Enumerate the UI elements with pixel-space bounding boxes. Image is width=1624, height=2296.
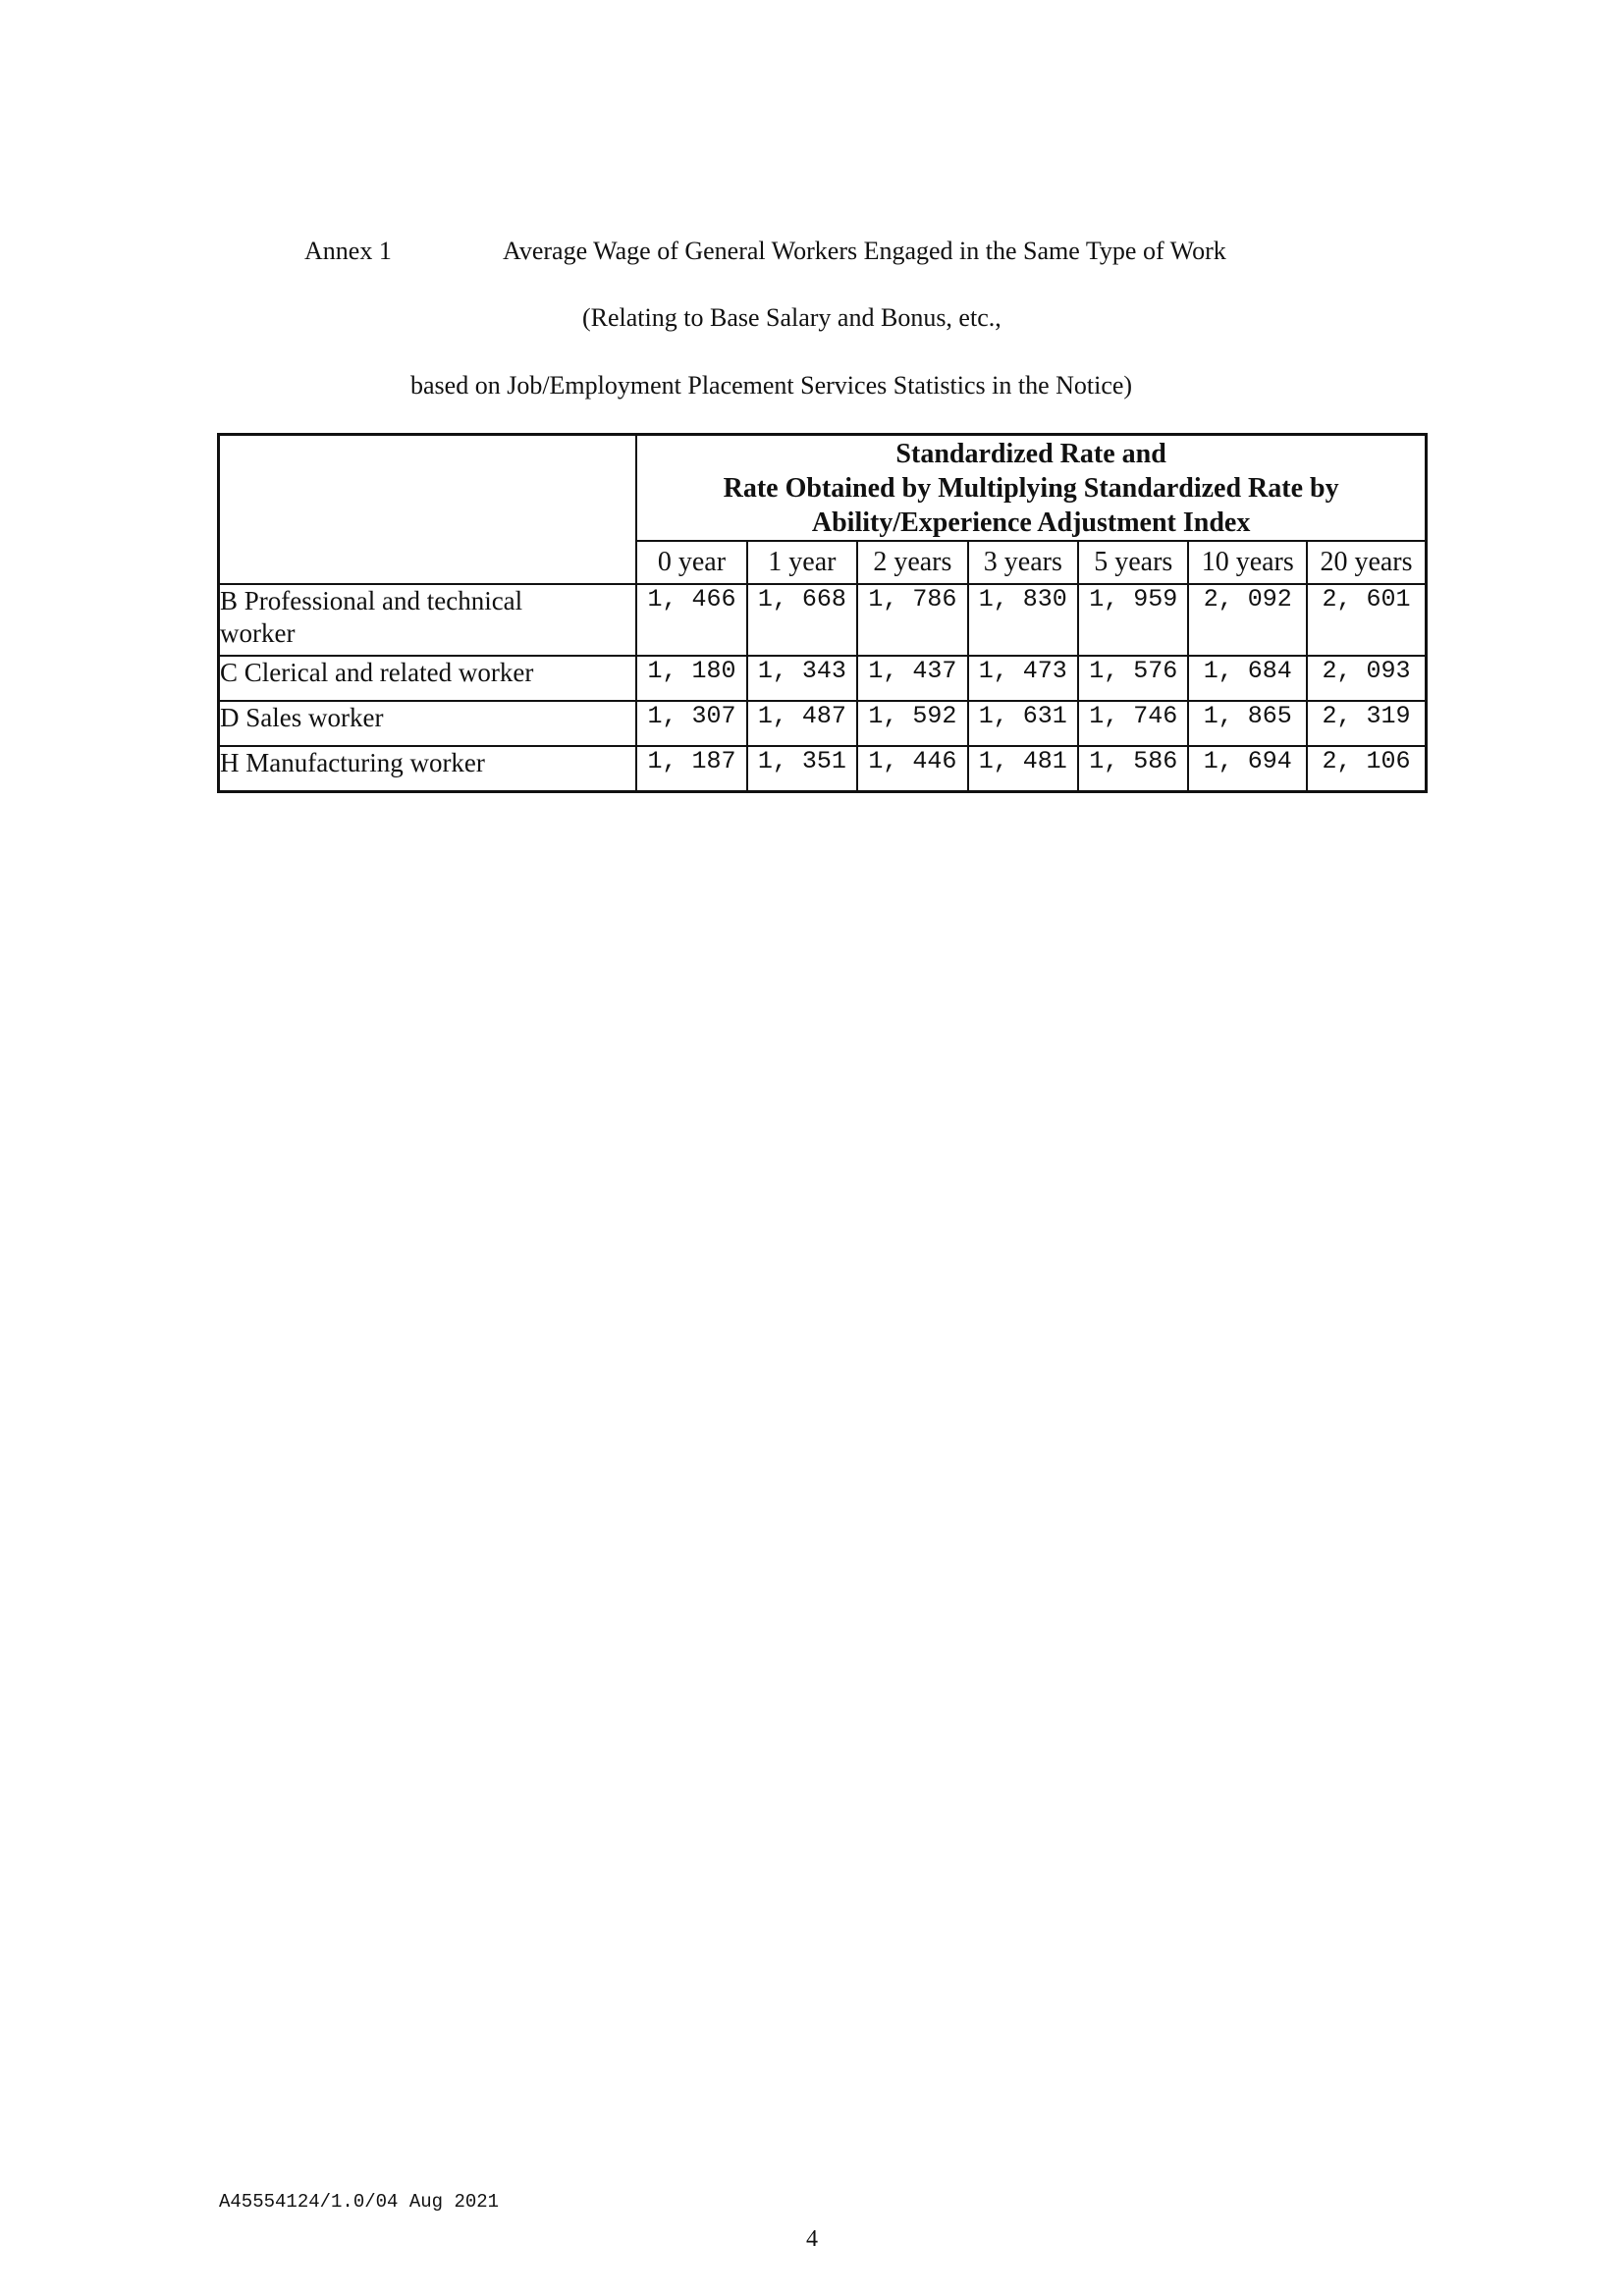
- table-row: [219, 656, 1427, 701]
- group-header-line: Ability/Experience Adjustment Index: [811, 507, 1251, 538]
- group-header: [636, 435, 1426, 542]
- row-label: [219, 584, 637, 656]
- table-cell: 1, 343: [747, 656, 857, 701]
- page-number: 4: [806, 2226, 818, 2252]
- table-cell: 1, 481: [968, 746, 1078, 791]
- table-cell: 1, 351: [747, 746, 857, 791]
- table-cell: 2, 092: [1188, 584, 1306, 656]
- table-cell: 1, 786: [857, 584, 967, 656]
- table-cell: 1, 576: [1078, 656, 1188, 701]
- table-row: [219, 746, 1427, 791]
- table-cell: 1, 592: [857, 701, 967, 746]
- annex-title: Average Wage of General Workers Engaged in the Same Type of Work: [503, 237, 1226, 265]
- year-header: 3 years: [968, 541, 1078, 584]
- row-label-line: worker: [220, 618, 296, 648]
- table-cell: 1, 473: [968, 656, 1078, 701]
- row-label: H Manufacturing worker: [219, 746, 637, 791]
- header-blank-cell: [219, 435, 637, 585]
- year-header: 2 years: [857, 541, 967, 584]
- table-cell: 1, 830: [968, 584, 1078, 656]
- table-header-row: [219, 435, 1427, 542]
- table-cell: 2, 106: [1307, 746, 1427, 791]
- row-label-line: B Professional and technical: [220, 586, 523, 615]
- table-cell: 1, 959: [1078, 584, 1188, 656]
- table-cell: 1, 631: [968, 701, 1078, 746]
- year-header: 1 year: [747, 541, 857, 584]
- table-row: [219, 584, 1427, 656]
- table-cell: 1, 307: [636, 701, 746, 746]
- table-cell: 2, 601: [1307, 584, 1427, 656]
- year-header: 20 years: [1307, 541, 1427, 584]
- table-cell: 1, 487: [747, 701, 857, 746]
- group-header-line: Standardized Rate and: [895, 438, 1166, 469]
- annex-subtitle-1: (Relating to Base Salary and Bonus, etc.,: [582, 303, 1001, 332]
- table-cell: 1, 437: [857, 656, 967, 701]
- year-header: 5 years: [1078, 541, 1188, 584]
- row-label: C Clerical and related worker: [219, 656, 637, 701]
- table-cell: 1, 446: [857, 746, 967, 791]
- table-cell: 2, 319: [1307, 701, 1427, 746]
- table-row: [219, 701, 1427, 746]
- table-cell: 1, 586: [1078, 746, 1188, 791]
- table-cell: 1, 180: [636, 656, 746, 701]
- table-cell: 1, 684: [1188, 656, 1306, 701]
- year-header: 0 year: [636, 541, 746, 584]
- group-header-line: Rate Obtained by Multiplying Standardized Rate by: [723, 472, 1339, 504]
- row-label: D Sales worker: [219, 701, 637, 746]
- document-reference: A45554124/1.0/04 Aug 2021: [219, 2191, 500, 2213]
- wage-table: [217, 433, 1428, 793]
- table-cell: 1, 466: [636, 584, 746, 656]
- table-cell: 1, 187: [636, 746, 746, 791]
- table-cell: 1, 694: [1188, 746, 1306, 791]
- year-header: 10 years: [1188, 541, 1306, 584]
- table-cell: 1, 865: [1188, 701, 1306, 746]
- annex-subtitle-2: based on Job/Employment Placement Services Statistics in the Notice): [410, 371, 1133, 400]
- annex-label: Annex 1: [304, 237, 392, 265]
- table-cell: 2, 093: [1307, 656, 1427, 701]
- table-cell: 1, 668: [747, 584, 857, 656]
- table-cell: 1, 746: [1078, 701, 1188, 746]
